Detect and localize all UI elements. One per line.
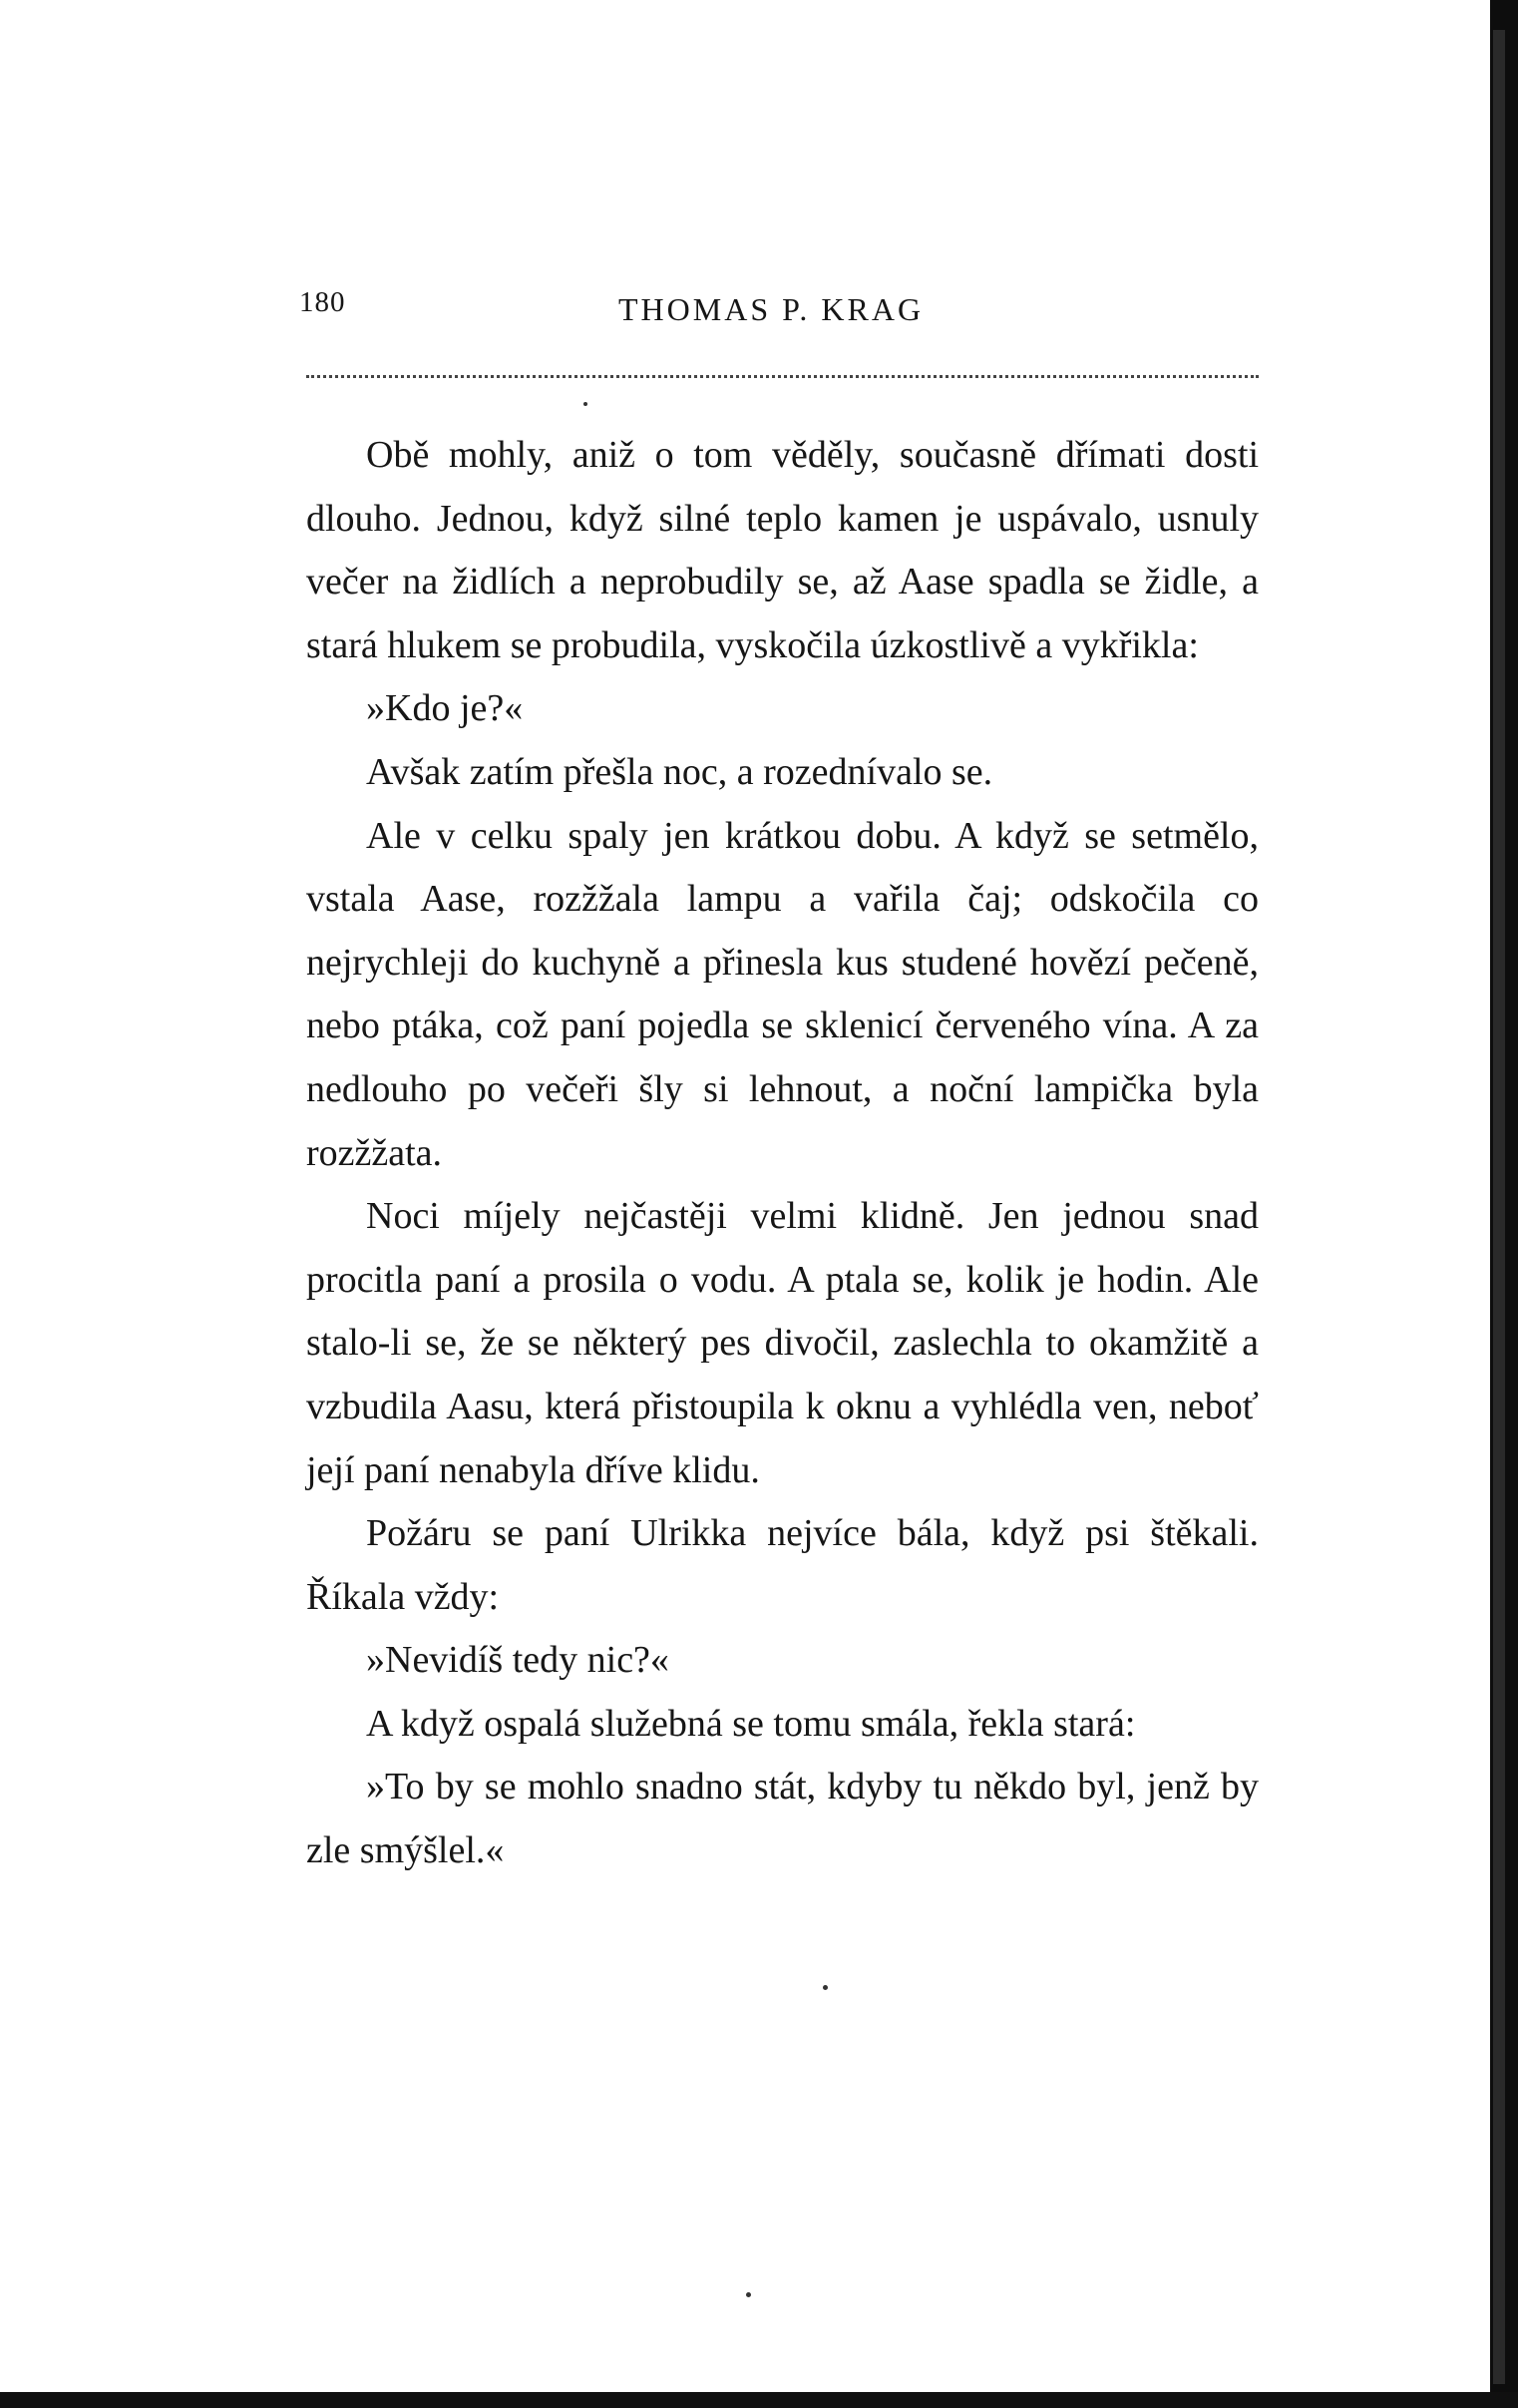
paragraph-2: »Kdo je?« <box>366 687 524 730</box>
paragraph-9: »To by se mohlo snadno stát, kdyby tu někdo byl, jenž by zle smýšlel.« <box>306 1766 1259 1872</box>
header-rule <box>306 375 1259 378</box>
scan-edge-bottom <box>0 2392 1518 2408</box>
paragraph-5: Noci míjely nejčastěji velmi klidně. Jen jednou snad procitla paní a prosila o vodu. A ptala se, kolik je hodin. Ale stalo-li se, že se některý pes divočil, zaslechla to okamžitě a vzbudila Aasu, která přistoupila k oknu a vyhlédla ven, neboť její paní nenabyla dříve klidu. <box>306 1195 1259 1491</box>
paragraph-7: »Nevidíš tedy nic?« <box>366 1639 669 1682</box>
paragraph-8: A když ospalá služebná se tomu smála, řekla stará: <box>366 1702 1136 1745</box>
body-text <box>306 424 1259 1883</box>
paragraph-4: Ale v celku spaly jen krátkou dobu. A když se setmělo, vstala Aase, rozžžala lampu a vařila čaj; odskočila co nejrychleji do kuchyně a přinesla kus studené hovězí pečeně, nebo ptáka, což paní pojedla se sklenicí červeného vína. A za nedlouho po večeři šly si lehnout, a noční lampička byla rozžžata. <box>306 814 1259 1174</box>
paragraph-3: Avšak zatím přešla noc, a rozednívalo se. <box>366 750 993 793</box>
paragraph-1: Obě mohly, aniž o tom věděly, současně dřímati dosti dlouho. Jednou, když silné teplo kamen je uspávalo, usnuly večer na židlích a neprobudily se, až Aase spadla se židle, a stará hlukem se probudila, vyskočila úzkostlivě a vykřikla: <box>306 434 1259 666</box>
scan-speck <box>746 2292 751 2297</box>
paragraph-6: Požáru se paní Ulrikka nejvíce bála, když psi štěkali. Říkala vždy: <box>306 1512 1259 1618</box>
scan-speck <box>823 1985 828 1990</box>
scan-edge-right-shadow <box>1493 30 1505 2384</box>
scan-speck <box>583 402 587 406</box>
running-head: THOMAS P. KRAG <box>618 291 925 327</box>
page-number: 180 <box>299 286 346 318</box>
